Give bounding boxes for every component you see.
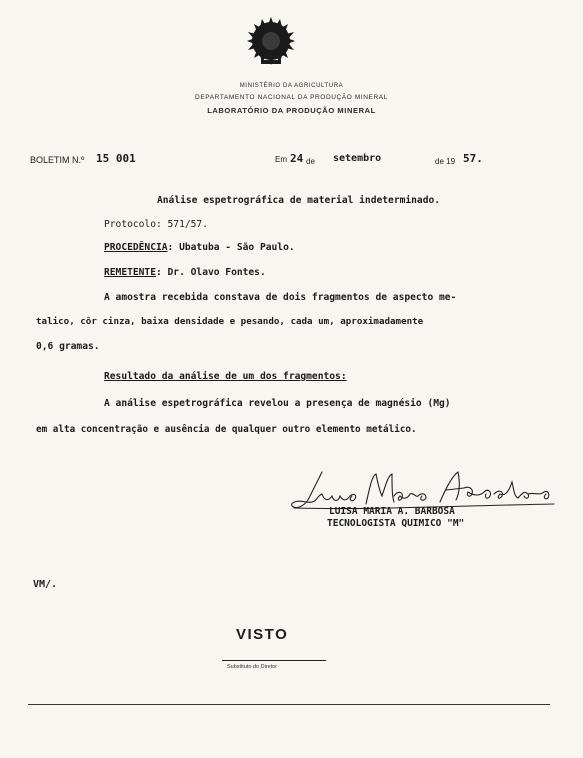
- visto-label: VISTO: [236, 626, 289, 643]
- date-year: 57.: [463, 152, 483, 165]
- sender-value: : Dr. Olavo Fontes.: [155, 267, 266, 278]
- date-prefix: Em: [275, 155, 287, 164]
- typist-initials: VM/.: [33, 579, 58, 590]
- footer-rule: [28, 704, 550, 705]
- signatory-name: LUISA MARIA A. BARBOSA: [329, 506, 455, 517]
- ministry-name: MINISTÉRIO DA AGRICULTURA: [239, 83, 344, 89]
- origin-value: : Ubatuba - São Paulo.: [167, 242, 295, 253]
- protocol-line: Protocolo: 571/57.: [104, 219, 208, 230]
- visto-signature-line: [222, 660, 326, 661]
- paragraph-1-line-1: A amostra recebida constava de dois fragmentos de aspecto me-: [104, 292, 457, 303]
- result-heading: Resultado da análise de um dos fragmentos:: [104, 371, 347, 382]
- date-day: 24: [290, 152, 304, 165]
- origin-line: [104, 236, 295, 260]
- coat-of-arms-seal: [243, 14, 299, 70]
- paragraph-1-line-2: talico, côr cinza, baixa densidade e pesando, cada um, aproximadamente: [36, 316, 424, 327]
- date-de-1: de: [306, 157, 315, 166]
- department-name: DEPARTAMENTO NACIONAL DA PRODUÇÃO MINERAL: [195, 94, 388, 101]
- report-title: Análise espetrográfica de material indeterminado.: [157, 195, 441, 206]
- paragraph-2-line-2: em alta concentração e ausência de qualquer outro elemento metálico.: [36, 424, 417, 435]
- paragraph-1-line-3: 0,6 gramas.: [36, 341, 100, 352]
- paragraph-2-line-1: A análise espetrográfica revelou a presença de magnésio (Mg): [104, 398, 451, 409]
- laboratory-name: LABORATÓRIO DA PRODUÇÃO MINERAL: [207, 106, 376, 115]
- bulletin-number: 15 001: [96, 152, 136, 165]
- bulletin-label: BOLETIM N.º: [30, 155, 85, 165]
- visto-caption: Substituto do Diretor: [227, 664, 278, 670]
- signatory-title: TECNOLOGISTA QUIMICO "M": [327, 518, 465, 529]
- origin-label: PROCEDÊNCIA: [104, 242, 168, 253]
- sender-line: [104, 261, 266, 285]
- date-de-2: de 19: [435, 157, 456, 166]
- sender-label: REMETENTE: [104, 267, 156, 278]
- date-month: setembro: [333, 153, 382, 164]
